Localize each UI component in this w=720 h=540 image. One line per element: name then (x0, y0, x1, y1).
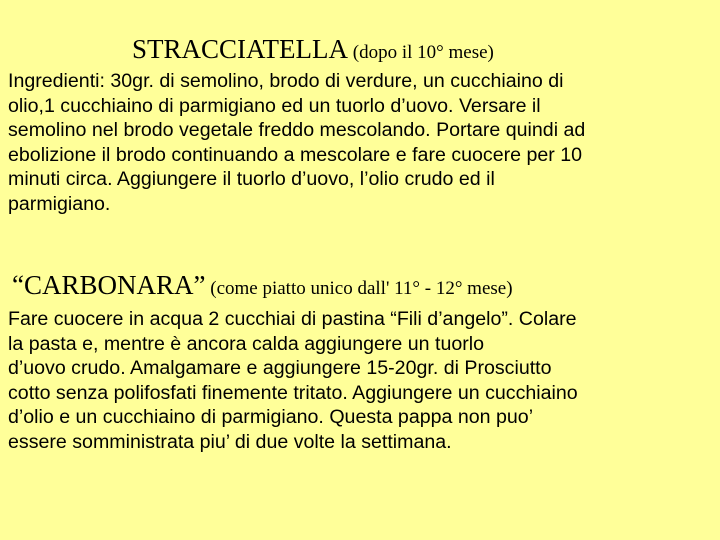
recipe-title-line (0, 36, 720, 63)
instruction-line: parmigiano. (8, 192, 111, 215)
instruction-line: semolino nel brodo vegetale freddo mescolando. Portare quindi ad (8, 119, 586, 141)
recipe-title: “CARBONARA” (12, 270, 206, 300)
recipe-title: STRACCIATELLA (132, 34, 348, 64)
instruction-line: la pasta e, mentre è ancora calda aggiungere un tuorlo (8, 332, 485, 355)
instruction-line: olio,1 cucchiaino di parmigiano ed un tuorlo d’uovo. Versare il (8, 94, 541, 117)
recipe-age-note: (dopo il 10° mese) (348, 42, 494, 63)
instruction-line: d’uovo crudo. Amalgamare e aggiungere 15-20gr. di Prosciutto (8, 357, 552, 379)
instruction-line: Ingredienti: 30gr. di semolino, brodo di verdure, un cucchiaino di (8, 70, 564, 92)
recipe-instructions (0, 307, 716, 454)
instruction-line: essere somministrata piu’ di due volte la settimana. (8, 430, 452, 453)
recipe-stracciatella (0, 36, 720, 216)
recipe-title-line (0, 272, 720, 299)
recipe-age-note: (come piatto unico dall' 11° - 12° mese) (205, 278, 513, 299)
instruction-line: Fare cuocere in acqua 2 cucchiai di pastina “Fili d’angelo”. Colare (8, 308, 577, 330)
instruction-line: cotto senza polifosfati finemente tritato. Aggiungere un cucchiaino (8, 381, 578, 404)
instruction-line: minuti circa. Aggiungere il tuorlo d’uovo, l’olio crudo ed il (8, 168, 495, 190)
instruction-line: d’olio e un cucchiaino di parmigiano. Questa pappa non puo’ (8, 406, 534, 428)
instruction-line: ebolizione il brodo continuando a mescolare e fare cuocere per 10 (8, 143, 583, 166)
recipe-carbonara (0, 272, 720, 454)
recipe-instructions (0, 69, 716, 216)
